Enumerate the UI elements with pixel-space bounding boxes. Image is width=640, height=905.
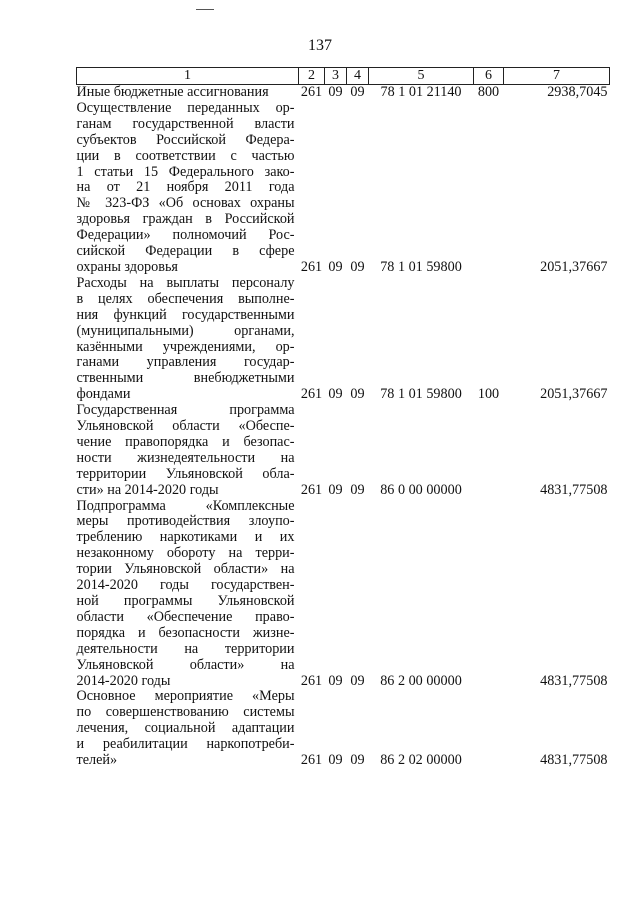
description-line: Федерации» полномочий Рос- [76,227,295,244]
description-line: деятельности на территории [76,640,295,657]
code-ministry: 261 [300,481,323,498]
description-line: Осуществление переданных ор- [76,99,295,116]
code-subsection: 09 [350,84,365,100]
description-line: 2014-2020 годы [76,672,171,689]
code-section: 09 [328,386,343,403]
code-expense-type [474,689,504,769]
code-target-article: 78 1 01 59800 [380,386,462,403]
amount-value: 2938,7045 [547,84,608,100]
description-line: фондами [76,386,131,403]
page-number: 137 [308,37,332,54]
description-line: и реабилитации наркопотреби- [76,736,295,753]
description-line: ной программы Ульяновской [76,593,295,609]
code-ministry: 261 [300,672,323,689]
code-expense-type: 800 [477,84,500,100]
description-line: треблению наркотиками и их [76,529,295,546]
code-subsection: 09 [350,481,365,498]
code-ministry: 261 [300,386,323,403]
amount-value: 2051,37667 [540,258,608,275]
row-description [77,499,299,690]
table-row [77,403,610,498]
table-row [77,689,610,769]
scan-artifact [196,9,214,10]
code-subsection: 09 [350,386,365,403]
description-line: Основное мероприятие «Меры [76,688,295,705]
column-header: 3 [325,68,347,85]
description-line: Ульяновской области» на [76,656,295,673]
description-line: здоровья граждан в Российской [76,211,295,228]
code-target-article: 86 2 00 00000 [380,672,462,689]
row-description [77,101,299,276]
description-line: 2014-2020 годы государствен- [76,577,295,594]
code-section: 09 [328,672,343,689]
table-row [77,276,610,403]
row-description [77,403,299,498]
code-expense-type [474,499,504,690]
description-line: Государственная программа [76,402,295,419]
column-header: 6 [474,68,504,85]
code-subsection: 09 [350,672,365,689]
description-line: порядка и безопасности жизне- [76,624,295,641]
code-section: 09 [328,481,343,498]
description-line: на от 21 ноября 2011 года [76,179,295,196]
code-section: 09 [328,258,343,275]
description-line: по совершенствованию системы [76,704,295,721]
description-line: меры противодействия злоупо- [76,513,295,530]
description-line: тории Ульяновской области» на [76,561,295,578]
description-line: Иные бюджетные ассигнования [76,84,269,100]
amount-value: 2051,37667 [540,386,608,403]
description-line: лечения, социальной адаптации [76,720,295,737]
description-line: 1 статьи 15 Федерального зако- [76,163,295,180]
description-line: в целях обеспечения выполне- [76,290,295,307]
amount-value: 4831,77508 [540,481,608,498]
description-line: Ульяновской области «Обеспе- [76,418,295,435]
description-line: Подпрограмма «Комплексные [76,497,295,514]
description-line: (муниципальными) органами, [76,322,295,339]
code-expense-type [474,101,504,276]
description-line: ния функций государственными [76,306,295,323]
description-line: ности жизнедеятельности на [76,449,295,466]
description-line: ганам государственной власти [76,115,295,132]
amount-value: 4831,77508 [540,672,608,689]
code-subsection: 09 [350,752,365,769]
description-line: ганами управления государ- [76,354,295,371]
table-header-row [77,68,610,85]
description-line: незаконному обороту на терри- [76,545,295,562]
table-row [77,101,610,276]
row-description [77,689,299,769]
code-ministry: 261 [300,258,323,275]
code-target-article: 86 2 02 00000 [380,752,462,769]
code-target-article: 78 1 01 21140 [380,84,462,100]
amount-value: 4831,77508 [540,752,608,769]
row-description [77,85,299,101]
budget-table [76,67,610,769]
code-target-article: 78 1 01 59800 [380,258,462,275]
code-expense-type: 100 [477,386,500,403]
column-header: 7 [504,68,610,85]
column-header: 5 [369,68,474,85]
table-row [77,85,610,101]
description-line: области «Обеспечение право- [76,608,295,625]
description-line: чение правопорядка и безопас- [76,433,295,450]
code-ministry: 261 [300,752,323,769]
code-ministry: 261 [300,84,323,100]
description-line: телей» [76,752,118,769]
description-line: сти» на 2014-2020 годы [76,481,219,498]
description-line: Расходы на выплаты персоналу [76,274,295,291]
description-line: ции в соответствии с частью [76,147,295,164]
code-target-article: 86 0 00 00000 [380,481,462,498]
code-subsection: 09 [350,258,365,275]
column-header: 4 [347,68,369,85]
description-line: ственными внебюджетными [76,370,295,387]
description-line: казёнными учреждениями, ор- [76,338,295,355]
code-section: 09 [328,84,343,100]
table-row [77,499,610,690]
column-header: 2 [299,68,325,85]
description-line: субъектов Российской Федера- [76,131,295,148]
column-header: 1 [77,68,299,85]
description-line: № 323-ФЗ «Об основах охраны [76,195,295,212]
description-line: сийской Федерации в сфере [76,243,295,260]
code-section: 09 [328,752,343,769]
description-line: территории Ульяновской обла- [76,465,295,482]
row-description [77,276,299,403]
code-expense-type [474,403,504,498]
description-line: охраны здоровья [76,258,178,275]
